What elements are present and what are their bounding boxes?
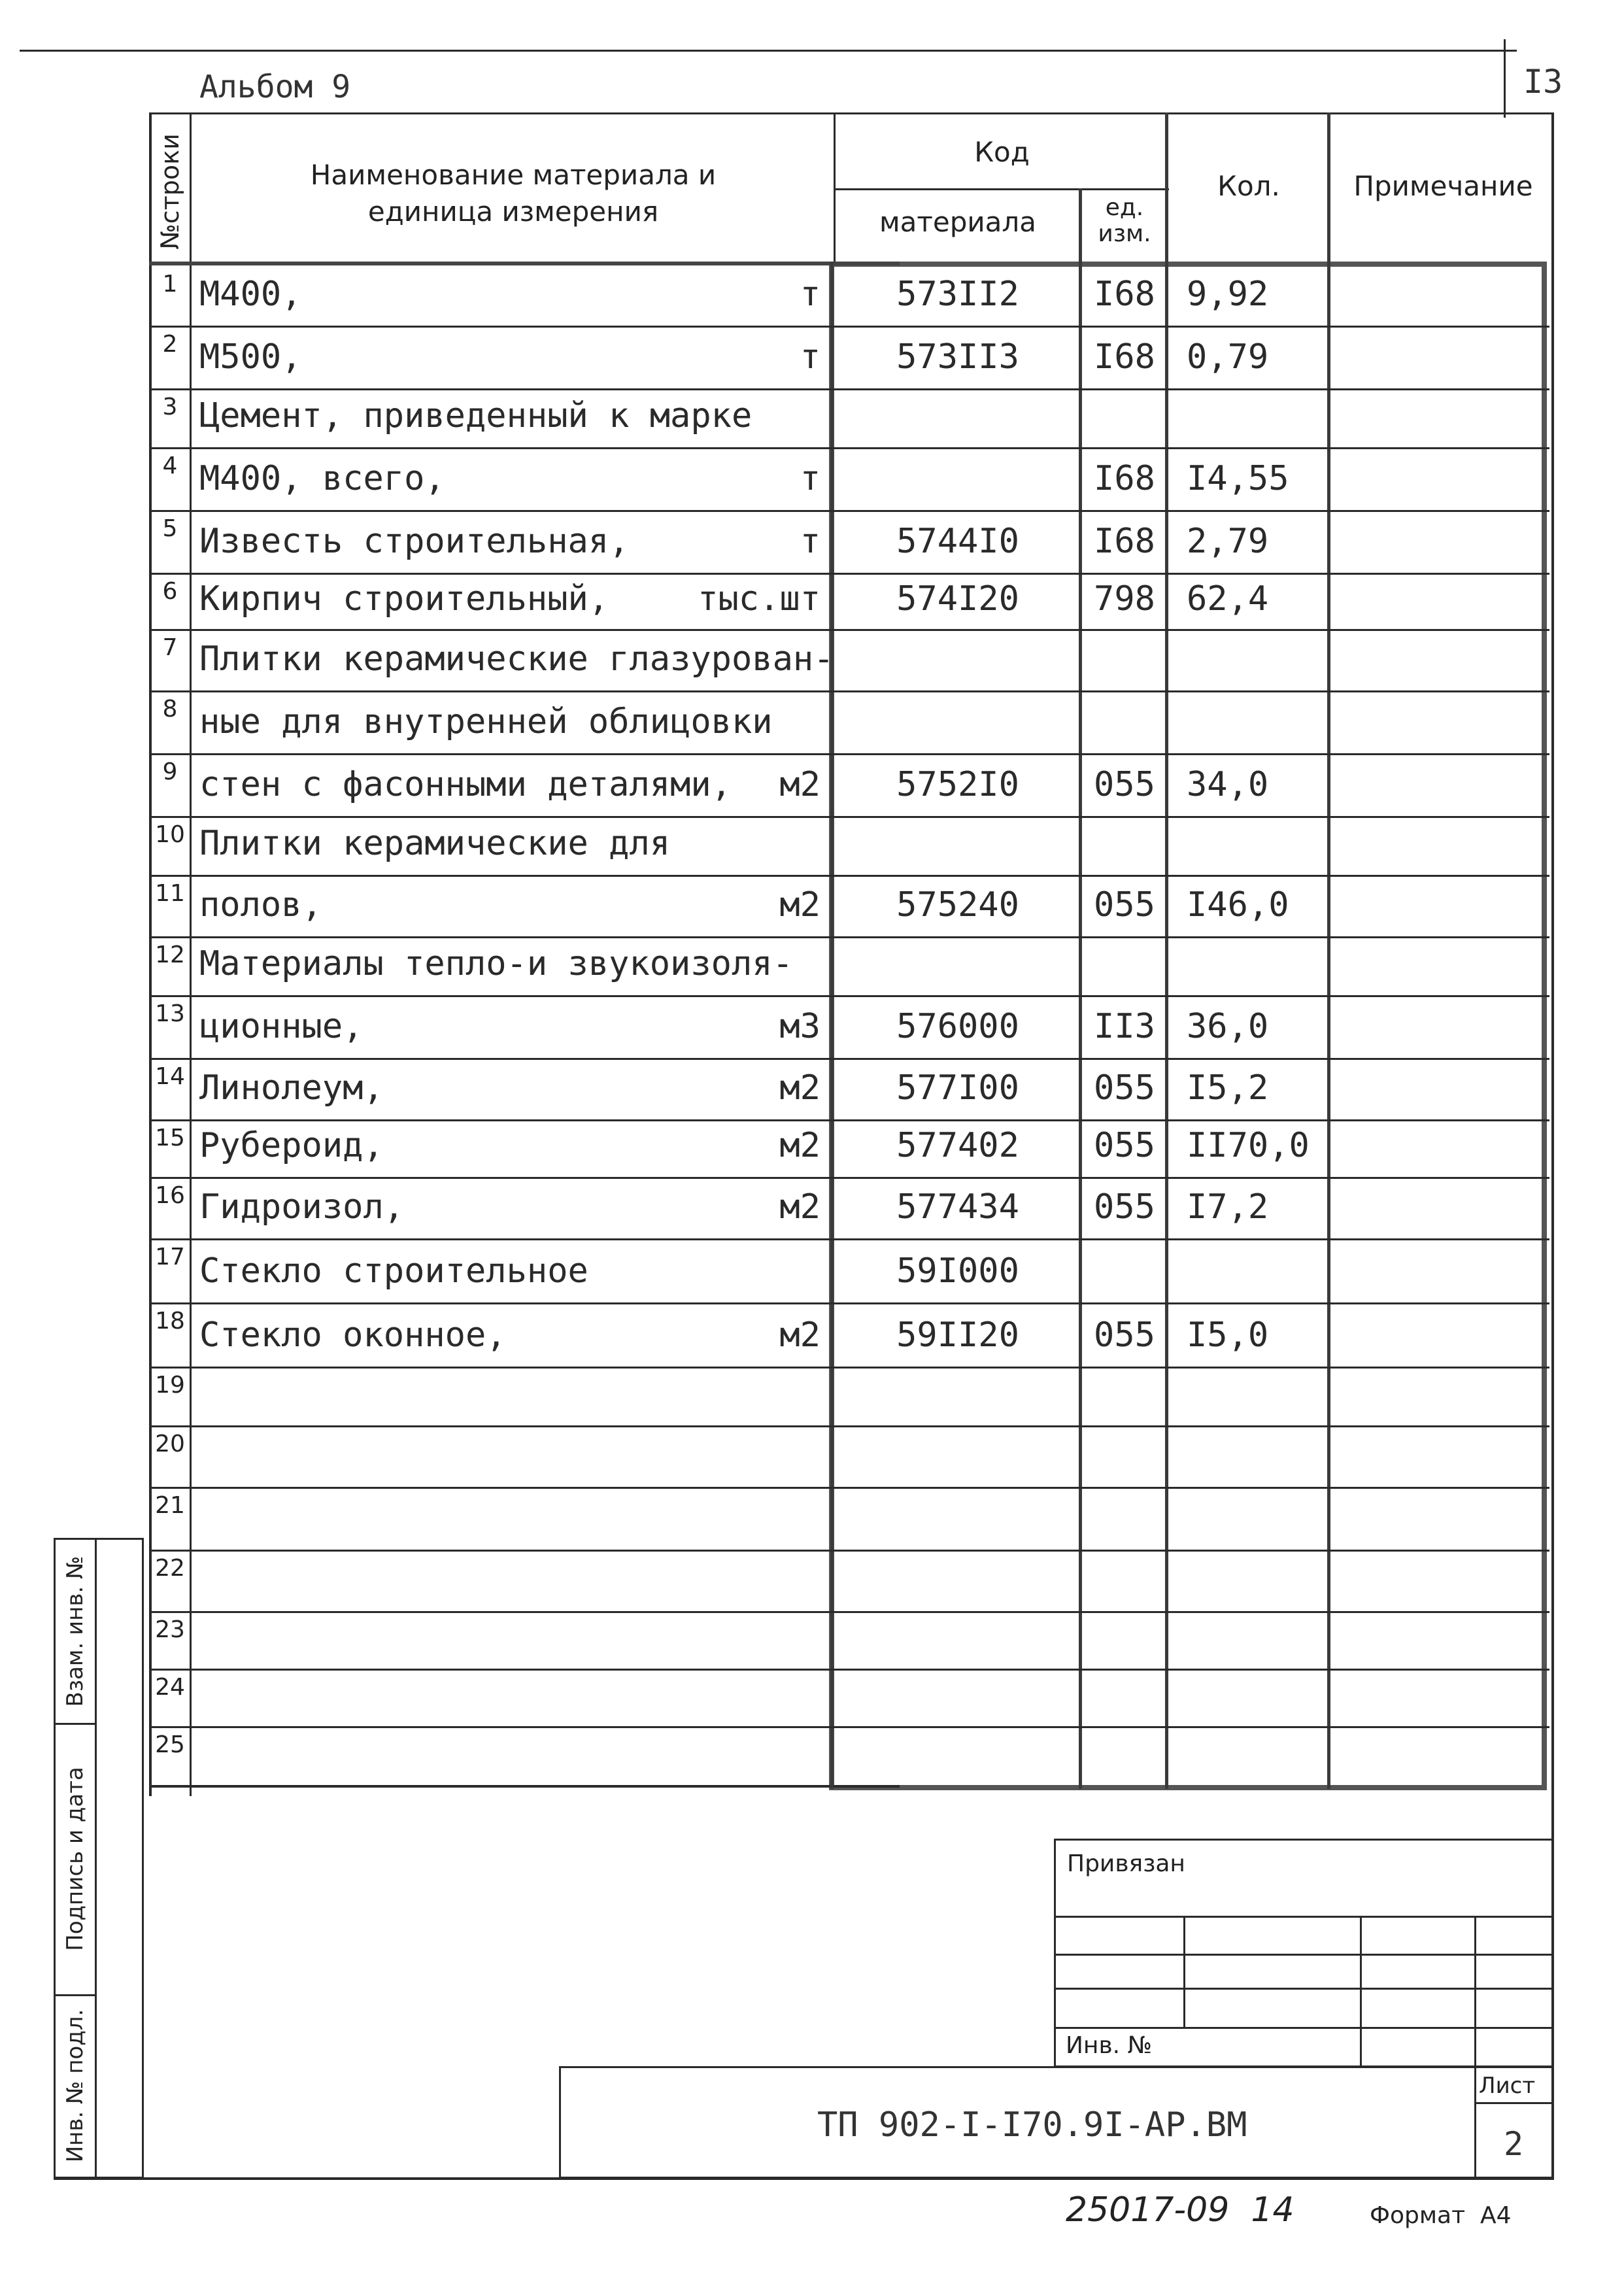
stamp-podpis-data: Подпись и дата bbox=[62, 1767, 88, 1951]
body-bottom-line bbox=[149, 1785, 900, 1788]
row-separator bbox=[150, 1611, 1549, 1613]
material-name: Известь строительная, bbox=[199, 522, 630, 561]
row-separator bbox=[150, 1058, 1549, 1060]
code-subheader-line bbox=[836, 188, 1169, 190]
material-name: Цемент, приведенный к марке bbox=[199, 396, 753, 435]
handwritten-archive-number: 25017-09 14 bbox=[1066, 2190, 1294, 2230]
row-number: 23 bbox=[155, 1616, 185, 1643]
row-number: 20 bbox=[155, 1431, 185, 1457]
unit: м3 bbox=[779, 1007, 820, 1046]
privyazan-vsep1 bbox=[1183, 1916, 1185, 2027]
material-code: 575240 bbox=[896, 885, 1019, 925]
row-separator bbox=[150, 1425, 1549, 1427]
material-name: М400, всего, bbox=[199, 459, 445, 498]
material-name: Гидроизол, bbox=[199, 1187, 405, 1227]
material-name: М400, bbox=[199, 275, 302, 314]
unit: т bbox=[800, 522, 820, 561]
row-number: 17 bbox=[155, 1244, 185, 1270]
sheet-number: 2 bbox=[1504, 2125, 1524, 2163]
album-label: Альбом 9 bbox=[199, 69, 351, 105]
row-separator bbox=[150, 629, 1549, 631]
row-number: 2 bbox=[162, 331, 178, 358]
row-number: 22 bbox=[155, 1555, 185, 1582]
top-border-line bbox=[20, 50, 1517, 52]
quantity: 34,0 bbox=[1187, 765, 1269, 804]
material-name: Стекло оконное, bbox=[199, 1316, 507, 1355]
material-code: 576000 bbox=[896, 1007, 1019, 1046]
row-number: 6 bbox=[162, 578, 178, 605]
header-qty: Кол. bbox=[1217, 170, 1280, 202]
row-separator bbox=[150, 1119, 1549, 1121]
header-name: Наименование материала и единица измерения bbox=[310, 159, 717, 228]
row-number: 5 bbox=[162, 515, 178, 542]
row-number: 18 bbox=[155, 1308, 185, 1334]
material-name: стен с фасонными деталями, bbox=[199, 765, 732, 804]
material-code: 59II20 bbox=[896, 1316, 1019, 1355]
quantity: I4,55 bbox=[1187, 459, 1289, 498]
privyazan-sep3 bbox=[1054, 1988, 1553, 1990]
privyazan-vsep2 bbox=[1360, 1916, 1362, 2067]
unit-code: I68 bbox=[1094, 459, 1155, 498]
unit-code: 055 bbox=[1094, 765, 1155, 804]
document-code: ТП 902-I-I70.9I-АР.ВМ bbox=[817, 2105, 1247, 2145]
row-separator bbox=[150, 1177, 1549, 1179]
material-code: 577434 bbox=[896, 1187, 1019, 1227]
material-code: 574I20 bbox=[896, 579, 1019, 619]
quantity: I7,2 bbox=[1187, 1187, 1269, 1227]
sheet-box-sep bbox=[1474, 2102, 1553, 2104]
quantity: 2,79 bbox=[1187, 522, 1269, 561]
privyazan-vsep3 bbox=[1474, 1916, 1476, 2067]
row-number: 19 bbox=[155, 1372, 185, 1399]
row-number: 3 bbox=[162, 394, 178, 420]
table-row bbox=[150, 1425, 1549, 1487]
unit: м2 bbox=[779, 1187, 820, 1227]
sheet-label: Лист bbox=[1479, 2073, 1536, 2099]
quantity: I46,0 bbox=[1187, 885, 1289, 925]
unit: т bbox=[800, 275, 820, 314]
row-number: 25 bbox=[155, 1731, 185, 1758]
row-number: 7 bbox=[162, 634, 178, 661]
row-number: 13 bbox=[155, 1000, 185, 1027]
material-code: 573II2 bbox=[896, 275, 1019, 314]
unit-code: 055 bbox=[1094, 1187, 1155, 1227]
header-note: Примечание bbox=[1353, 170, 1533, 202]
header-code: Код bbox=[974, 136, 1030, 168]
row-number: 14 bbox=[155, 1063, 185, 1090]
row-separator bbox=[150, 388, 1549, 390]
row-separator bbox=[150, 1550, 1549, 1552]
material-code: 577402 bbox=[896, 1126, 1019, 1165]
sheet-box-left bbox=[1474, 2066, 1476, 2179]
material-name: полов, bbox=[199, 885, 322, 925]
table-row bbox=[150, 1611, 1549, 1669]
material-name: Плитки керамические глазурован- bbox=[199, 639, 834, 679]
unit-code: I68 bbox=[1094, 522, 1155, 561]
name-col-right bbox=[834, 112, 836, 263]
row-number: 1 bbox=[162, 271, 178, 298]
material-name: Рубероид, bbox=[199, 1126, 384, 1165]
page-number: I3 bbox=[1523, 63, 1563, 101]
row-number: 11 bbox=[155, 880, 185, 907]
side-stamp-divider bbox=[95, 1538, 97, 2179]
quantity: 36,0 bbox=[1187, 1007, 1269, 1046]
row-number: 15 bbox=[155, 1125, 185, 1151]
material-code: 5752I0 bbox=[896, 765, 1019, 804]
unit-code: 055 bbox=[1094, 885, 1155, 925]
material-name: Кирпич строительный, bbox=[199, 579, 609, 619]
material-name: Материалы тепло-и звукоизоля- bbox=[199, 944, 793, 983]
row-number: 21 bbox=[155, 1492, 185, 1519]
table-row bbox=[150, 1726, 1549, 1785]
row-number: 16 bbox=[155, 1182, 185, 1209]
row-separator bbox=[150, 573, 1549, 575]
quantity: 9,92 bbox=[1187, 275, 1269, 314]
unit: т bbox=[800, 337, 820, 377]
unit: м2 bbox=[779, 1068, 820, 1108]
quantity: II70,0 bbox=[1187, 1126, 1310, 1165]
stamp-inv-podl: Инв. № подл. bbox=[62, 2009, 88, 2163]
material-code: 573II3 bbox=[896, 337, 1019, 377]
material-name: М500, bbox=[199, 337, 302, 377]
row-number: 12 bbox=[155, 942, 185, 968]
privyazan-sep2 bbox=[1054, 1954, 1553, 1956]
row-separator bbox=[150, 936, 1549, 938]
material-code: 577I00 bbox=[896, 1068, 1019, 1108]
material-code: 5744I0 bbox=[896, 522, 1019, 561]
row-separator bbox=[150, 1238, 1549, 1240]
row-separator bbox=[150, 875, 1549, 877]
table-row bbox=[150, 1487, 1549, 1550]
quantity: 0,79 bbox=[1187, 337, 1269, 377]
row-number: 4 bbox=[162, 452, 178, 479]
row-separator bbox=[150, 1487, 1549, 1489]
table-row bbox=[150, 1367, 1549, 1425]
header-row-no: №строки bbox=[156, 133, 184, 250]
row-number: 8 bbox=[162, 696, 178, 722]
row-separator bbox=[150, 995, 1549, 997]
inv-no-label: Инв. № bbox=[1066, 2032, 1153, 2059]
unit: м2 bbox=[779, 765, 820, 804]
unit: м2 bbox=[779, 1126, 820, 1165]
table-row bbox=[150, 1669, 1549, 1726]
row-separator bbox=[150, 1302, 1549, 1304]
row-number: 24 bbox=[155, 1674, 185, 1701]
unit: т bbox=[800, 459, 820, 498]
row-separator bbox=[150, 753, 1549, 755]
material-name: ные для внутренней облицовки bbox=[199, 702, 773, 741]
stamp-vzam-inv: Взам. инв. № bbox=[62, 1556, 88, 1707]
row-number: 9 bbox=[162, 758, 178, 785]
unit-code: I68 bbox=[1094, 337, 1155, 377]
row-separator bbox=[150, 1367, 1549, 1368]
row-number: 10 bbox=[155, 821, 185, 848]
unit-code: 798 bbox=[1094, 579, 1155, 619]
row-separator bbox=[150, 447, 1549, 449]
row-separator bbox=[150, 690, 1549, 692]
material-name: Стекло строительное bbox=[199, 1251, 588, 1291]
unit-code: 055 bbox=[1094, 1068, 1155, 1108]
quantity: I5,2 bbox=[1187, 1068, 1269, 1108]
unit-code: I68 bbox=[1094, 275, 1155, 314]
row-separator bbox=[150, 816, 1549, 818]
header-top bbox=[149, 112, 1553, 114]
privyazan-sep4 bbox=[1054, 2027, 1553, 2029]
row-separator bbox=[150, 1669, 1549, 1671]
header-code-unit: ед. изм. bbox=[1098, 194, 1151, 247]
privyazan-sep1 bbox=[1054, 1916, 1553, 1918]
unit-code: II3 bbox=[1094, 1007, 1155, 1046]
header-code-material: материала bbox=[879, 206, 1036, 238]
unit: тыс.шт bbox=[698, 579, 820, 619]
row-separator bbox=[150, 510, 1549, 512]
unit-code: 055 bbox=[1094, 1126, 1155, 1165]
row-separator bbox=[150, 1726, 1549, 1728]
unit: м2 bbox=[779, 1316, 820, 1355]
unit-code: 055 bbox=[1094, 1316, 1155, 1355]
row-separator bbox=[150, 326, 1549, 328]
material-code: 59I000 bbox=[896, 1251, 1019, 1291]
unit: м2 bbox=[779, 885, 820, 925]
side-stamp-sep1 bbox=[54, 1723, 97, 1725]
quantity: 62,4 bbox=[1187, 579, 1269, 619]
table-row bbox=[150, 1550, 1549, 1611]
material-name: Плитки керамические для bbox=[199, 824, 671, 863]
privyazan-label: Привязан bbox=[1067, 1850, 1185, 1877]
material-name: Линолеум, bbox=[199, 1068, 384, 1108]
format-label: Формат А4 bbox=[1370, 2202, 1512, 2229]
material-name: ционные, bbox=[199, 1007, 364, 1046]
page-number-box-left bbox=[1504, 39, 1506, 118]
quantity: I5,0 bbox=[1187, 1316, 1269, 1355]
